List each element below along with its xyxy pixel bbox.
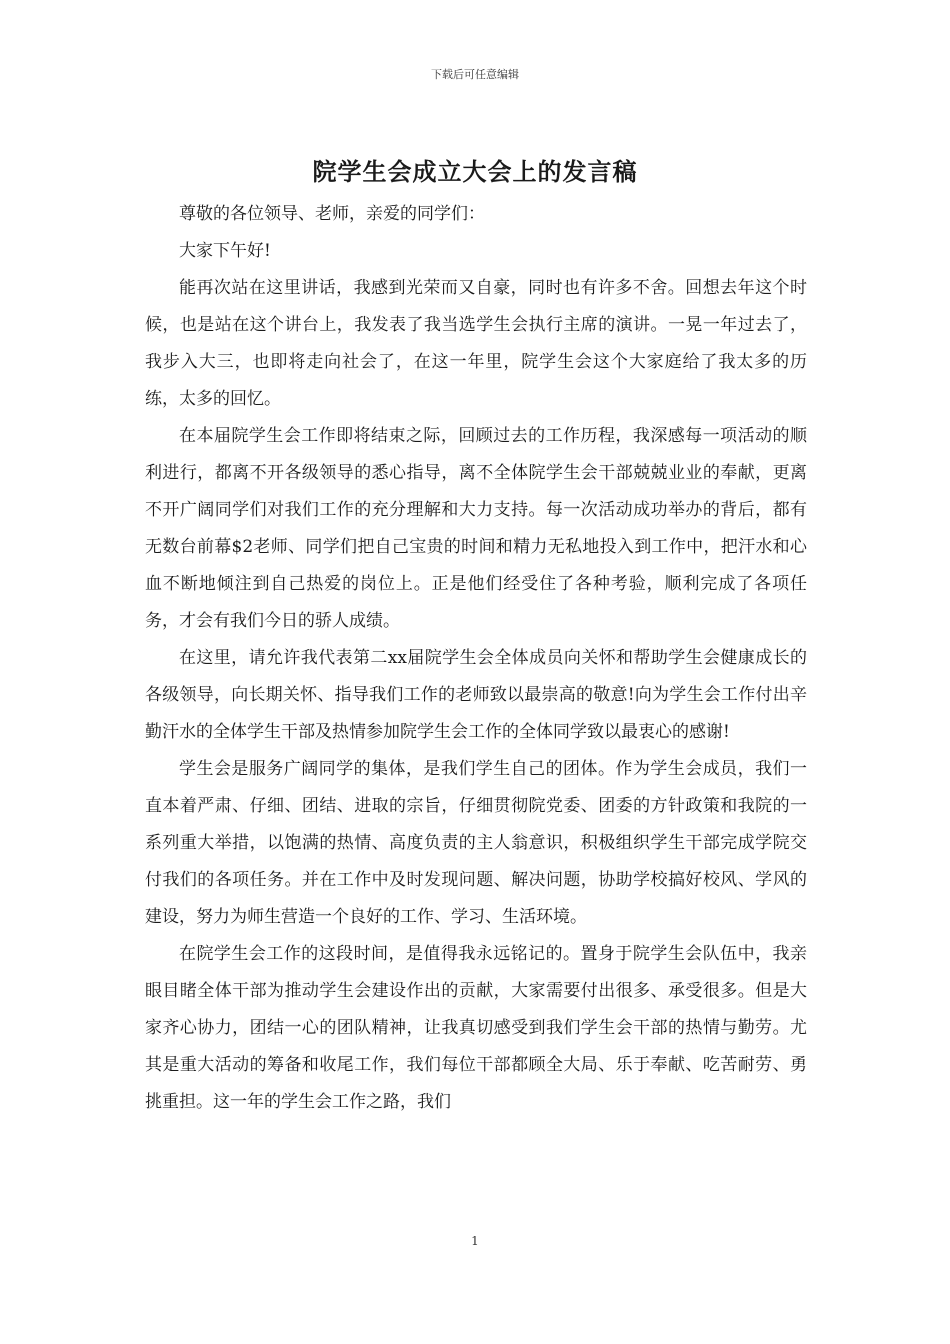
greeting: 大家下午好!	[179, 241, 271, 261]
body-paragraph: 在这里，请允许我代表第二xx届院学生会全体成员向关怀和帮助学生会健康成长的各级领导，向长期关怀、指导我们工作的老师致以最崇高的敬意!向为学生会工作付出辛勤汗水的全体学生干部及热情参加院学生会工作的全体同学致以最衷心的感谢!	[145, 648, 807, 742]
document-title: 院学生会成立大会上的发言稿	[312, 157, 638, 186]
header-note: 下载后可任意编辑	[431, 68, 519, 81]
body-paragraph: 在院学生会工作的这段时间，是值得我永远铭记的。置身于院学生会队伍中，我亲眼目睹全体干部为推动学生会建设作出的贡献，大家需要付出很多、承受很多。但是大家齐心协力，团结一心的团队精神，让我真切感受到我们学生会干部的热情与勤劳。尤其是重大活动的筹备和收尾工作，我们每位干部都顾全大局、乐于奉献、吃苦耐劳、勇挑重担。这一年的学生会工作之路，我们	[145, 944, 807, 1112]
body-paragraph: 在本届院学生会工作即将结束之际，回顾过去的工作历程，我深感每一项活动的顺利进行，都离不开各级领导的悉心指导，离不全体院学生会干部兢兢业业的奉献，更离不开广阔同学们对我们工作的充分理解和大力支持。每一次活动成功举办的背后，都有无数台前幕$2老师、同学们把自己宝贵的时间和精力无私地投入到工作中，把汗水和心血不断地倾注到自己热爱的岗位上。正是他们经受住了各种考验，顺利完成了各项任务，才会有我们今日的骄人成绩。	[145, 426, 807, 631]
page-number: 1	[471, 1234, 479, 1248]
document-body	[145, 196, 807, 1121]
body-paragraph: 能再次站在这里讲话，我感到光荣而又自豪，同时也有许多不舍。回想去年这个时候，也是站在这个讲台上，我发表了我当选学生会执行主席的演讲。一晃一年过去了，我步入大三，也即将走向社会了，在这一年里，院学生会这个大家庭给了我太多的历练，太多的回忆。	[145, 278, 807, 409]
body-paragraph: 学生会是服务广阔同学的集体，是我们学生自己的团体。作为学生会成员，我们一直本着严肃、仔细、团结、进取的宗旨，仔细贯彻院党委、团委的方针政策和我院的一系列重大举措，以饱满的热情、高度负责的主人翁意识，积极组织学生干部完成学院交付我们的各项任务。并在工作中及时发现问题、解决问题，协助学校搞好校风、学风的建设，努力为师生营造一个良好的工作、学习、生活环境。	[145, 759, 807, 927]
salutation: 尊敬的各位领导、老师，亲爱的同学们：	[179, 204, 485, 224]
